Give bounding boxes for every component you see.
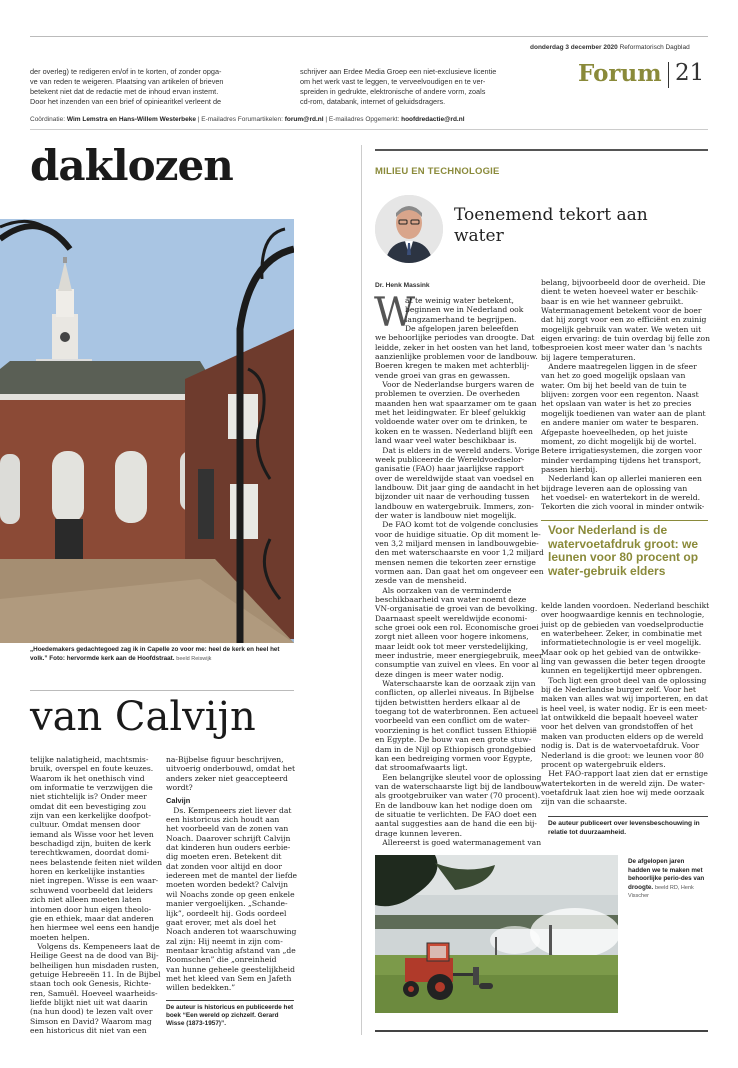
text-line: ren, Samuël. Hoeveel waarheids- bbox=[30, 988, 158, 998]
right-author-note: De auteur publiceert over levensbeschouwing in relatie tot duurzaamheid. bbox=[548, 820, 700, 836]
text-line: Ds. Kempeneers ziet liever dat bbox=[166, 805, 292, 815]
text-line: dam in de Nijl op Ethiopisch grondgebied bbox=[375, 744, 536, 754]
text-line: Het FAO-rapport laat zien dat er ernstige bbox=[541, 769, 708, 779]
text-line: leidde, zeker in het oosten van het land, tot bbox=[375, 342, 543, 352]
text-line: Als oorzaken van de verminderde bbox=[375, 585, 512, 595]
intro-rule bbox=[30, 129, 708, 130]
text-line: belheiligen hun misdaden rusten, bbox=[30, 960, 160, 970]
text-line: wil Noachs zonde op geen enkele bbox=[166, 889, 295, 899]
church-photo-caption: „Hoedemakers gedachtegoed zag ik in Capelle zo voor me: heel de kerk en heel het volk.” Foto: hervormde kerk aan de Hoofdstraat. beeld Reiswijk bbox=[30, 646, 280, 662]
text-line: zijn van een kerkelijke doofpot- bbox=[30, 811, 151, 821]
text-line: bij lagere temperaturen. bbox=[541, 352, 636, 362]
right-note-rule bbox=[548, 816, 708, 817]
text-line: is heel veel, is water nodig. Er is een meet- bbox=[541, 703, 708, 713]
text-line: getuige Hebreeën 11. In de Bijbel bbox=[30, 969, 161, 979]
text-line: Voor de Nederlandse burgers waren de bbox=[375, 380, 535, 390]
text-line: met het leidingwater. Er bleef gelukkig bbox=[375, 408, 526, 418]
text-line: informatietechnologie is er veel mogelijk. bbox=[541, 638, 702, 648]
text-line: besproeien kost meer water dan 's nachts bbox=[541, 343, 703, 353]
section-label: MILIEU EN TECHNOLOGIE bbox=[375, 166, 500, 177]
left-author-note: De auteur is historicus en publiceerde het boek “Een wereld op zichzelf. Gerard Wisse (1873-1957)”. bbox=[166, 1004, 294, 1028]
article-title: Toenemend tekort aan water bbox=[454, 205, 648, 246]
text-line: voorbeeld van een conflict om de water- bbox=[375, 716, 530, 726]
text-line: voldoende water over om te drinken, te bbox=[375, 417, 528, 427]
text-line: Heilige Geest na de dood van Bij- bbox=[30, 951, 159, 961]
author-portrait bbox=[375, 195, 443, 263]
text-line: beschadigd zijn, buiten de kerk bbox=[30, 839, 151, 849]
text-line: en waterbeheer. Zeker, in combinatie met bbox=[541, 629, 702, 639]
text-line: Afgepaste hoeveelheden, op het juiste bbox=[541, 427, 688, 437]
text-line: aanzienlijke problemen voor de landbouw. bbox=[375, 352, 538, 362]
left-column-2-paragraph-b bbox=[166, 805, 298, 993]
text-line: wordt? bbox=[166, 783, 193, 793]
left-column-2-paragraph-a bbox=[166, 755, 294, 792]
text-line: belang, bijvoorbeeld door de overheid. Die bbox=[541, 278, 706, 287]
text-line: als grootgebruiker van water (70 procent). bbox=[375, 791, 541, 801]
text-line: procent op watergebruik elders. bbox=[541, 759, 666, 769]
text-line: der overleg) te redigeren en/of in te korten, of zonder opga- bbox=[30, 67, 222, 76]
text-line: minder verdamping tijdens het transport, bbox=[541, 455, 702, 465]
text-line: VN-organisatie de groei van de bevolking. bbox=[375, 604, 538, 614]
text-line: Een belangrijke sleutel voor de oplossing bbox=[375, 772, 542, 782]
text-line: Nederland kan op allerlei manieren een bbox=[541, 474, 702, 484]
text-line: Allereerst is goed watermanagement van bbox=[375, 837, 542, 847]
text-line: Simson en David? Waarom mag bbox=[30, 1016, 152, 1026]
text-line: juist op de gebieden van voedselproductie bbox=[541, 619, 704, 629]
right-article-column-2-continued bbox=[541, 601, 710, 807]
text-line: landbouw. Dit jaar ging de aandacht in het bbox=[375, 482, 540, 492]
text-line: meer industrie, meer energiegebruik, meer bbox=[375, 651, 543, 661]
text-line: Boeren kregen te maken met achterblij- bbox=[375, 361, 530, 371]
text-line: gaat erover, met als doel het bbox=[166, 917, 277, 927]
column-separator bbox=[361, 145, 362, 1035]
intro-left bbox=[30, 67, 292, 107]
byline: Dr. Henk Massink bbox=[375, 282, 430, 289]
text-line: zijn van die schaarste. bbox=[541, 797, 627, 807]
text-line: staan toch ook Genesis, Richte- bbox=[30, 979, 152, 989]
headline-rule bbox=[30, 690, 294, 691]
text-line: ve van reden te weigeren. Plaatsing van artikelen of brieven bbox=[30, 77, 224, 86]
text-line: niet ingrepen. Wisse is een waar- bbox=[30, 876, 159, 886]
text-line: ganisatie (FAO) haar jaarlijkse rapport bbox=[375, 464, 524, 474]
right-article-column-2 bbox=[541, 278, 710, 512]
text-line: hen hiermee wel eens een handje bbox=[30, 923, 160, 933]
text-line: moeten worden bedekt? Calvijn bbox=[166, 880, 289, 890]
text-line: dig moeten eren. Betekent dit bbox=[166, 852, 282, 862]
text-line: na-Bijbelse figuur beschrijven, bbox=[166, 755, 284, 764]
text-line: anders zeker niet geaccepteerd bbox=[166, 773, 288, 783]
text-line: iemand als Wisse voor het leven bbox=[30, 829, 154, 839]
text-line: Roomschen” die „onreinheid bbox=[166, 955, 277, 965]
text-line: land waar veel water beschikbaar is. bbox=[375, 436, 517, 446]
left-note-rule bbox=[166, 1000, 294, 1001]
left-article-column-1 bbox=[30, 755, 163, 1035]
text-line: terechtkwamen, doordat domi- bbox=[30, 848, 150, 858]
text-line: telijke nalatigheid, machtsmis- bbox=[30, 755, 149, 764]
text-line: vormen aan. Dan gaat het om ongeveer een bbox=[375, 566, 544, 576]
text-line: mogelijk toedienen van water aan de plant bbox=[541, 408, 706, 418]
text-line: eigen ervaring: de tuin overdag bij felle zon bbox=[541, 334, 710, 344]
text-line: Toch ligt een groot deel van de oplossing bbox=[541, 675, 707, 685]
text-line: mogelijk gebruik van water. We weten uit bbox=[541, 324, 702, 334]
intro-right bbox=[300, 67, 530, 107]
text-line: zesde van de mensheid. bbox=[375, 576, 467, 586]
text-line: bij de Nederlandse burger zelf. Voor het bbox=[541, 685, 696, 695]
text-line: iedereen met de mantel der liefde bbox=[166, 871, 298, 881]
text-line: manier vergoelijken. „Schande- bbox=[166, 899, 288, 909]
text-line: der water is landbouw niet mogelijk. bbox=[375, 510, 517, 520]
text-line: Andere maatregelen liggen in de sfeer bbox=[541, 362, 697, 372]
text-line: Volgens ds. Kempeneers laat de bbox=[30, 941, 160, 951]
text-line: voetafdruk laat zien hoe wij mede oorzaak bbox=[541, 787, 705, 797]
text-line: maar leidt ook tot meer verstedelijking, bbox=[375, 641, 529, 651]
dropcap: W bbox=[374, 290, 416, 336]
text-line: zorgt niet alleen voor hogere inkomens, bbox=[375, 632, 529, 642]
text-line: maanden hen wat spaarzamer om te gaan bbox=[375, 398, 537, 408]
publication-date: donderdag 3 december 2020 Reformatorisch Dagblad bbox=[530, 44, 690, 51]
text-line: voorziening is het conflict tussen Ethiopië bbox=[375, 725, 537, 735]
text-line: mentaar krachtig afstand van „de bbox=[166, 945, 296, 955]
text-line: Betere irrigatiesystemen, die zorgen voor bbox=[541, 446, 702, 456]
coordination-line: Coördinatie: Wim Lemstra en Hans-Willem Westerbeke | E-mailadres Forumartikelen: forum@rd.nl | E-mailadres Opgemerkt: hoofdredactie@rd.nl bbox=[30, 116, 465, 123]
text-line: dient te weten hoeveel water er beschik- bbox=[541, 287, 699, 297]
text-line: passen hierbij. bbox=[541, 464, 598, 474]
text-line: schuwend voorbeeld dat leiders bbox=[30, 885, 153, 895]
text-line: at te weinig water betekent, bbox=[405, 296, 514, 305]
text-line: een historicus dit niet van een bbox=[30, 1025, 147, 1035]
text-line: conflicten, op allerlei niveaus. In Bijbelse bbox=[375, 688, 534, 698]
text-line: willen bedekken.” bbox=[166, 983, 236, 993]
left-article-column-2 bbox=[166, 755, 298, 993]
text-line: een historicus zich houdt aan bbox=[166, 815, 280, 825]
text-line: dat stroomafwaarts ligt. bbox=[375, 763, 468, 773]
text-line: bijdrage leveren aan de oplossing van bbox=[541, 483, 688, 493]
text-line: Maar ook op het gebied van de ontwikke- bbox=[541, 647, 701, 657]
text-line: tijden betwistten herders elkaar al de bbox=[375, 697, 521, 707]
text-line: en Egypte. De bouw van een grote stuw- bbox=[375, 735, 532, 745]
subhead-calvijn: Calvijn bbox=[166, 796, 191, 806]
text-line: maken van producten elders op de wereld bbox=[541, 731, 704, 741]
text-line: Waterschaarste kan de oorzaak zijn van bbox=[375, 679, 536, 689]
church-photo bbox=[0, 219, 294, 643]
text-line: kunnen en tegelijkertijd meer opbrengen. bbox=[541, 666, 703, 676]
text-line: deze dingen is meer water nodig. bbox=[375, 669, 504, 679]
top-rule bbox=[30, 36, 708, 37]
text-line: het voedsel- en watertekort in de wereld. bbox=[541, 492, 701, 502]
text-line: En de landbouw kan het nodige doen om bbox=[375, 800, 533, 810]
text-line: van de waterschaarste ligt bij de landbouw bbox=[375, 781, 542, 791]
text-line: en andere manier om water te besparen. bbox=[541, 418, 699, 428]
text-line: horen en kerkelijke instanties bbox=[30, 867, 145, 877]
text-line: schrijver aan Erdee Media Groep een niet-exclusieve licentie bbox=[300, 67, 497, 76]
text-line: om het werk vast te leggen, te verveelvoudigen en te ver- bbox=[300, 77, 486, 86]
bottom-rule bbox=[375, 1030, 708, 1032]
tractor-photo-caption: De afgelopen jaren hadden we te maken met behoorlijke perio-des van droogte. beeld RD, Henk Visscher bbox=[628, 858, 705, 899]
text-line: we behoorlijke periodes van droogte. Dat bbox=[375, 333, 535, 343]
text-line: zich niet alleen moeten laten bbox=[30, 895, 142, 905]
text-line: uitvoerig onderbouwd, omdat het bbox=[166, 764, 296, 774]
text-line: over hoogwaardige kennis en technologie, bbox=[541, 610, 705, 620]
page-number: 21 bbox=[675, 60, 705, 86]
text-line: Daarnaast speelt wereldwijde economi- bbox=[375, 613, 528, 623]
right-article-column-1 bbox=[375, 296, 544, 847]
text-line: moment, zo dicht mogelijk bij de wortel. bbox=[541, 436, 697, 446]
text-line: dat zonden voor altijd en door bbox=[166, 861, 282, 871]
text-line: bruik, overspel en foute keuzes. bbox=[30, 764, 154, 774]
text-line: koken en te wassen. Nederland blijft een bbox=[375, 426, 533, 436]
text-line: cultuur. Omdat mensen door bbox=[30, 820, 141, 830]
text-line: gie en ethiek, maar dat anderen bbox=[30, 913, 154, 923]
text-line: ven 3,2 miljard mensen in landbouwgebie- bbox=[375, 538, 539, 548]
text-line: dat hij zorgt voor een zo efficiënt en zuinig bbox=[541, 315, 707, 325]
headline-top: daklozen bbox=[30, 141, 233, 190]
text-line: moeten helpen. bbox=[30, 932, 90, 942]
text-line: watertekorten in de wereld zijn. De water- bbox=[541, 778, 705, 788]
text-line: liefde blijkt niet uit wat daarin bbox=[30, 997, 148, 1007]
text-line: baar is en wie het wanneer gebruikt. bbox=[541, 296, 684, 306]
text-line: ling van gewassen die beter tegen droogte bbox=[541, 657, 706, 667]
text-line: aantal suggesties aan de hand die een bij- bbox=[375, 819, 537, 829]
pullquote: Voor Nederland is de watervoetafdruk groot: we leunen voor 80 procent op water-gebruik elders bbox=[548, 523, 699, 578]
text-line: voor het delven van grondstoffen of het bbox=[541, 722, 694, 732]
text-line: nees belastende feiten niet wilden bbox=[30, 857, 163, 867]
text-line: over de wereldwijde staat van voedsel en bbox=[375, 473, 535, 483]
text-line: maken van alles wat wij importeren, en dat bbox=[541, 694, 708, 704]
text-line: Watermanagement betekent voor de boer bbox=[541, 306, 702, 316]
text-line: Dat is elders in de wereld anders. Vorige bbox=[375, 445, 540, 455]
text-line: (na hun dood) te lezen valt over bbox=[30, 1007, 153, 1017]
text-line: langzamerhand te begrijpen. bbox=[405, 314, 517, 324]
text-line: den met waterschaarste en voor 1,2 miljard bbox=[375, 548, 544, 558]
text-line: sche groei ook een rol. Economische groei bbox=[375, 623, 539, 633]
text-line: omdat dit een bevestiging zou bbox=[30, 801, 147, 811]
text-line: vende groei van gras en gewassen. bbox=[375, 370, 511, 380]
text-line: De FAO komt tot de volgende conclusies bbox=[375, 520, 538, 530]
text-line: consumptie van zuivel en vlees. En voor al bbox=[375, 660, 539, 670]
text-line: voor de huidige situatie. Op dit moment le- bbox=[375, 529, 541, 539]
text-line: water. Om bij het beeld van de tuin te bbox=[541, 380, 687, 390]
text-line: blijven: zorgen voor een regenton. Naast bbox=[541, 390, 699, 400]
text-line: nodig is. Dat is de watervoetafdruk. Voor bbox=[541, 741, 700, 751]
text-line: het voorbeeld van de zonen van bbox=[166, 824, 289, 834]
text-line: De afgelopen jaren beleefden bbox=[405, 324, 519, 334]
text-line: lat ontwikkeld die bepaalt hoeveel water bbox=[541, 713, 698, 723]
text-line: toegang tot de waterbronnen. Een actueel bbox=[375, 707, 539, 717]
right-top-rule bbox=[375, 149, 708, 151]
text-line: om informatie te verzwijgen die bbox=[30, 783, 153, 793]
text-line: de situatie te verlichten. De FAO doet een bbox=[375, 809, 537, 819]
text-line: spreiden in gedrukte, elektronische of andere vorm, zoals bbox=[300, 87, 486, 96]
section-divider bbox=[668, 62, 669, 88]
text-line: beschikbaarheid van water noemt deze bbox=[375, 595, 527, 604]
text-line: met het kleed van Sem en Jafeth bbox=[166, 973, 292, 983]
text-line: Noach. Daarover schrijft Calvijn bbox=[166, 833, 291, 843]
text-line: Tekorten die zich vooral in minder ontwik- bbox=[541, 502, 705, 512]
section-name: Forum bbox=[578, 60, 662, 87]
text-line: drage kunnen leveren. bbox=[375, 828, 462, 838]
text-line: problemen te overzien. De overheden bbox=[375, 389, 521, 399]
text-line: mensen nemen die tekorten zeer ernstige bbox=[375, 557, 536, 567]
text-line: Noach anderen tot waarschuwing bbox=[166, 927, 297, 937]
text-line: dat kinderen hun ouders eerbie- bbox=[166, 843, 291, 853]
text-line: zal zijn: Hij neemt in zijn com- bbox=[166, 936, 283, 946]
text-line: bijzonder uit naar de verhouding tussen bbox=[375, 492, 530, 502]
text-line: Waarom ik het onethisch vind bbox=[30, 773, 145, 783]
text-line: niet stichtelijk is? Onder meer bbox=[30, 792, 147, 802]
text-line: week publiceerde de Wereldvoedselor- bbox=[375, 454, 525, 464]
tractor-photo bbox=[375, 855, 618, 1013]
text-line: betekent niet dat de redactie met de inhoud ervan instemt. bbox=[30, 87, 219, 96]
text-line: cd-rom, databank, internet of geluidsdragers. bbox=[300, 97, 446, 106]
text-line: Door het inzenden van een brief of opiniearitkel verleent de bbox=[30, 97, 222, 106]
text-line: van het zo goed mogelijk opslaan van bbox=[541, 371, 686, 381]
text-line: kan een bedreiging vormen voor Egypte, bbox=[375, 753, 533, 763]
text-line: landbouw en watergebruik. Immers, zon- bbox=[375, 501, 534, 511]
text-line: Nederland is die groot: we leunen voor 80 bbox=[541, 750, 704, 760]
text-line: kelde landen voordoen. Nederland beschikt bbox=[541, 601, 710, 610]
text-line: intomen door hun eigen theolo- bbox=[30, 904, 152, 914]
text-line: lijk”, oordeelt hij. Gods oordeel bbox=[166, 908, 287, 918]
headline-bottom: van Calvijn bbox=[30, 694, 256, 740]
text-line: van hunne geheele geestelijkheid bbox=[166, 964, 295, 974]
text-line: beginnen we in Nederland ook bbox=[405, 305, 524, 315]
text-line: het opslaan van water is het zo precies bbox=[541, 399, 692, 409]
pullquote-rule bbox=[541, 520, 708, 521]
